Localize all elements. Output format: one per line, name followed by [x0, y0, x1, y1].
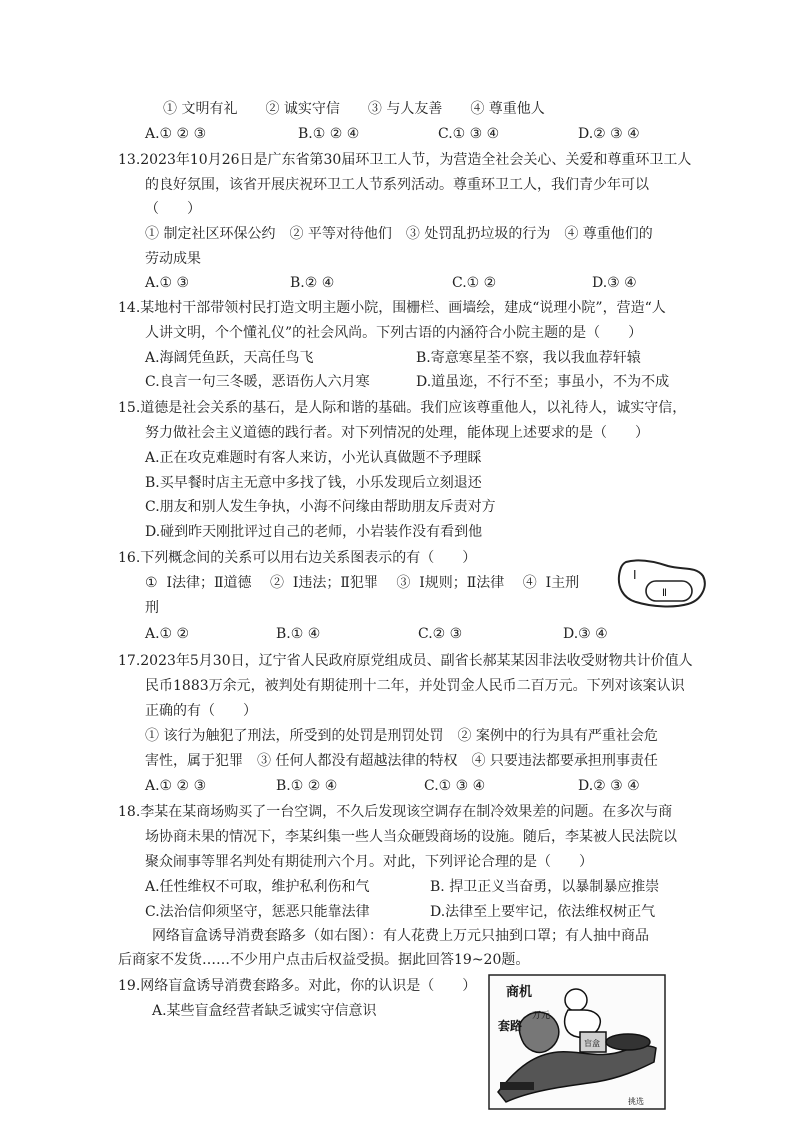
q16-option-c: C.② ③: [418, 626, 463, 642]
inner-set-label: Ⅱ: [662, 588, 667, 599]
blind-box-cartoon: [488, 974, 666, 1110]
cartoon-cuff-band: [500, 1082, 534, 1090]
q13-items-line2: 劳动成果: [145, 251, 201, 267]
q12-option-d: D.② ③ ④: [578, 126, 640, 142]
inner-set-shape: [646, 581, 692, 601]
q13-option-c: C.① ②: [452, 275, 497, 291]
q19-stem-line1: 19.网络盲盒诱导消费套路多。对此，你的认识是（ ）: [118, 978, 477, 994]
q16-option-a: A.① ②: [145, 626, 190, 642]
q15-option-b: B.买早餐时店主无意中多找了钱，小乐发现后立刻退还: [145, 475, 482, 491]
q16-items: ① Ⅰ法律；Ⅱ道德 ② Ⅰ违法；Ⅱ犯罪 ③ Ⅰ规则；Ⅱ法律 ④ Ⅰ主刑: [145, 575, 580, 591]
q13-option-a: A.① ③: [145, 275, 190, 291]
q17-stem-line2: 民币1883万余元，被判处有期徒刑十二年，并处罚金人民币二百万元。下列对该案认识: [145, 678, 685, 694]
outer-set-label: Ⅰ: [633, 568, 637, 582]
cartoon-word-opportunity: 商机: [506, 985, 533, 1000]
q12-option-a: A.① ② ③: [145, 126, 207, 142]
q13-stem-line2: 的良好氛围，该省开展庆祝环卫工人节系列活动。尊重环卫工人，我们青少年可以: [145, 177, 649, 193]
q16-stem-line1: 16.下列概念间的关系可以用右边关系图表示的有（ ）: [118, 550, 477, 566]
material-line2: 后商家不发货……不少用户点击后权益受损。据此回答19~20题。: [118, 952, 530, 968]
q15-option-a: A.正在攻克难题时有客人来访，小光认真做题不予理睬: [145, 450, 482, 466]
q16-option-b: B.① ④: [276, 626, 321, 642]
q14-stem-line1: 14.某地村干部带领村民打造文明主题小院，围栅栏、画墙绘，建成“说理小院”，营造“人: [118, 300, 666, 316]
q16-option-d: D.③ ④: [563, 626, 608, 642]
q17-items-line2: 害性，属于犯罪 ③ 任何人都没有超越法律的特权 ④ 只要违法都要承担刑事责任: [145, 753, 658, 769]
q13-stem-line1: 13.2023年10月26日是广东省第30届环卫工人节，为营造全社会关心、关爱和尊重环卫工人: [118, 152, 692, 168]
cartoon-plate: [606, 1034, 650, 1050]
q19-option-a: A.某些盲盒经营者缺乏诚实守信意识: [152, 1003, 377, 1019]
q18-option-b: B. 捍卫正义当奋勇，以暴制暴应推崇: [430, 879, 660, 895]
material-line1: 网络盲盒诱导消费套路多（如右图）：有人花费上万元只抽到口罩；有人抽中商品: [152, 928, 649, 944]
q18-option-d: D.法律至上要牢记，依法维权树正气: [430, 904, 656, 920]
q13-option-b: B.② ④: [290, 275, 335, 291]
q17-items-line1: ① 该行为触犯了刑法，所受到的处罚是刑罚处罚 ② 案例中的行为具有严重社会危: [145, 728, 658, 744]
q17-stem-line3: 正确的有（ ）: [145, 703, 257, 719]
q18-stem-line1: 18.李某在某商场购买了一台空调，不久后发现该空调存在制冷效果差的问题。在多次与商: [118, 804, 673, 820]
cartoon-bottom-label: 挑选: [628, 1097, 644, 1106]
q13-stem-line3: （ ）: [145, 201, 201, 217]
q18-stem-line2: 场协商未果的情况下，李某纠集一些人当众砸毁商场的设施。随后，李某被人民法院以: [145, 829, 677, 845]
q17-option-c: C.① ③ ④: [424, 778, 486, 794]
q14-option-a: A.海阔凭鱼跃，天高任鸟飞: [145, 350, 314, 366]
q14-option-b: B.寄意寒星荃不察，我以我血荐轩辕: [416, 350, 641, 366]
q12-items: ① 文明有礼 ② 诚实守信 ③ 与人友善 ④ 尊重他人: [163, 101, 545, 117]
relationship-diagram: [616, 556, 708, 610]
q15-option-d: D.碰到昨天刚批评过自己的老师，小岩装作没有看到他: [145, 524, 483, 540]
q18-option-c: C.法治信仰须坚守，惩恶只能靠法律: [145, 904, 370, 920]
q17-option-b: B.① ② ④: [276, 778, 338, 794]
cartoon-figure-head: [565, 989, 587, 1011]
q15-stem-line1: 15.道德是社会关系的基石，是人际和谐的基础。我们应该尊重他人，以礼待人，诚实守信，: [118, 400, 687, 416]
cartoon-word-money: 万元: [532, 1011, 551, 1021]
q15-stem-line2: 努力做社会主义道德的践行者。对下列情况的处理，能体现上述要求的是（ ）: [145, 425, 649, 441]
q18-stem-line3: 聚众闹事等罪名判处有期徒刑六个月。对此，下列评论合理的是（ ）: [145, 854, 593, 870]
blind-box-label: 盲盒: [584, 1039, 600, 1048]
q18-option-a: A.任性维权不可取，维护私利伤和气: [145, 879, 370, 895]
q14-stem-line2: 人讲文明，个个懂礼仪”的社会风尚。下列古语的内涵符合小院主题的是（ ）: [145, 325, 643, 341]
q17-option-a: A.① ② ③: [145, 778, 207, 794]
q13-option-d: D.③ ④: [592, 275, 637, 291]
q16-items-line2: 刑: [145, 600, 159, 616]
q14-option-d: D.道虽迩，不行不至；事虽小，不为不成: [416, 374, 670, 390]
q12-option-b: B.① ② ④: [298, 126, 360, 142]
q12-option-c: C.① ③ ④: [438, 126, 500, 142]
q14-option-c: C.良言一句三冬暖，恶语伤人六月寒: [145, 374, 370, 390]
q15-option-c: C.朋友和别人发生争执，小海不问缘由帮助朋友斥责对方: [145, 499, 496, 515]
q17-option-d: D.② ③ ④: [578, 778, 640, 794]
q13-items-line1: ① 制定社区环保公约 ② 平等对待他们 ③ 处罚乱扔垃圾的行为 ④ 尊重他们的: [145, 226, 653, 242]
q17-stem-line1: 17.2023年5月30日，辽宁省人民政府原党组成员、副省长郝某某因非法收受财物共计价值人: [118, 653, 693, 669]
cartoon-word-trap: 套路: [498, 1019, 523, 1033]
